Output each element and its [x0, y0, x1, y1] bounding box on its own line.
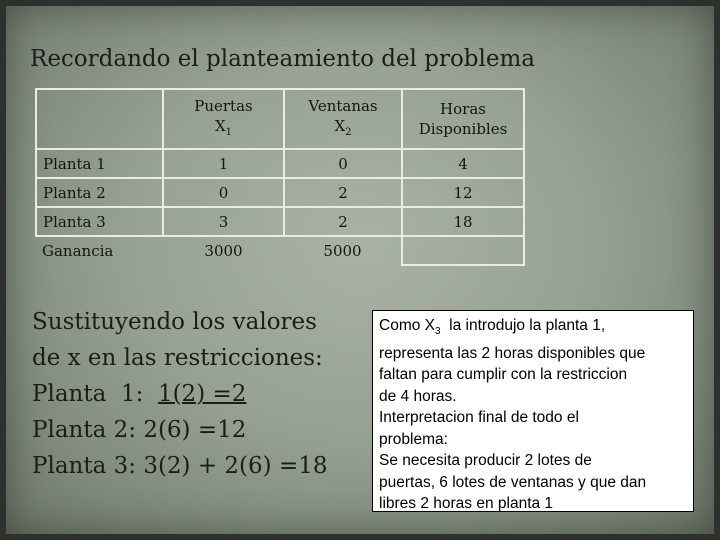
- note-line-7: Se necesita producir 2 lotes de: [379, 452, 592, 470]
- cell-x1: 0: [163, 178, 284, 207]
- note-line-3: faltan para cumplir con la restriccion: [379, 366, 628, 384]
- slide-title: Recordando el planteamiento del problema: [30, 46, 536, 72]
- subst-planta-1-expr: 1(2) =2: [157, 381, 247, 407]
- cell-hours: 4: [402, 149, 524, 178]
- note-line-1-post: la introdujo la planta 1,: [440, 317, 606, 334]
- note-line-4: de 4 horas.: [379, 387, 457, 405]
- note-line-1: [379, 315, 687, 343]
- subst-line-1: Sustituyendo los valores: [32, 309, 317, 335]
- header-puertas-label: Puertas: [194, 96, 253, 115]
- row-label: Planta 2: [36, 178, 163, 207]
- note-line-1-sub: 3: [435, 326, 441, 338]
- cell-x1: 3: [163, 207, 284, 236]
- header-horas: [402, 89, 524, 149]
- note-line-5: Interpretacion final de todo el: [379, 409, 579, 427]
- note-line-9: libres 2 horas en planta 1: [379, 495, 554, 513]
- cell-hours: 18: [402, 207, 524, 236]
- header-puertas-sub: 1: [225, 126, 233, 138]
- table-row: [36, 149, 524, 178]
- subst-planta-1-label: Planta 1:: [32, 381, 158, 407]
- cell-hours: 12: [402, 178, 524, 207]
- slide: [6, 6, 714, 534]
- table-row: [36, 207, 524, 236]
- note-line-2: representa las 2 horas disponibles que: [379, 344, 646, 362]
- cell-x1: 3000: [204, 242, 243, 260]
- header-horas-var: Disponibles: [418, 120, 508, 138]
- cell-x1: 1: [163, 149, 284, 178]
- subst-planta-2: Planta 2: 2(6) =12: [32, 417, 247, 443]
- header-horas-label: Horas: [440, 100, 486, 118]
- header-ventanas: [284, 89, 402, 149]
- note-line-8: puertas, 6 lotes de ventanas y que dan: [379, 473, 647, 491]
- row-label: Planta 3: [36, 207, 163, 236]
- note-line-1-pre: Como X: [379, 317, 435, 334]
- subst-planta-1: [32, 376, 328, 412]
- problem-table: [35, 88, 525, 266]
- table-header-row: [36, 89, 524, 149]
- cell-x2: 0: [284, 149, 402, 178]
- row-label: Ganancia: [42, 242, 114, 260]
- row-label: Planta 1: [36, 149, 163, 178]
- table-row: [36, 236, 524, 265]
- header-ventanas-var: X: [334, 116, 346, 135]
- header-corner-cell: [36, 89, 163, 149]
- cell-hours: [402, 236, 524, 265]
- cell-x2: 2: [284, 178, 402, 207]
- header-ventanas-label: Ventanas: [308, 96, 378, 115]
- note-line-6: problema:: [379, 430, 448, 448]
- header-puertas-var: X: [214, 116, 226, 135]
- header-puertas: [163, 89, 284, 149]
- subst-line-2: de x en las restricciones:: [32, 345, 323, 371]
- substitution-text: [32, 304, 328, 484]
- cell-x2: 2: [284, 207, 402, 236]
- table-row: [36, 178, 524, 207]
- header-ventanas-sub: 2: [345, 126, 352, 138]
- subst-planta-3: Planta 3: 3(2) + 2(6) =18: [32, 453, 328, 479]
- cell-x2: 5000: [323, 242, 362, 260]
- interpretation-note: [372, 310, 694, 512]
